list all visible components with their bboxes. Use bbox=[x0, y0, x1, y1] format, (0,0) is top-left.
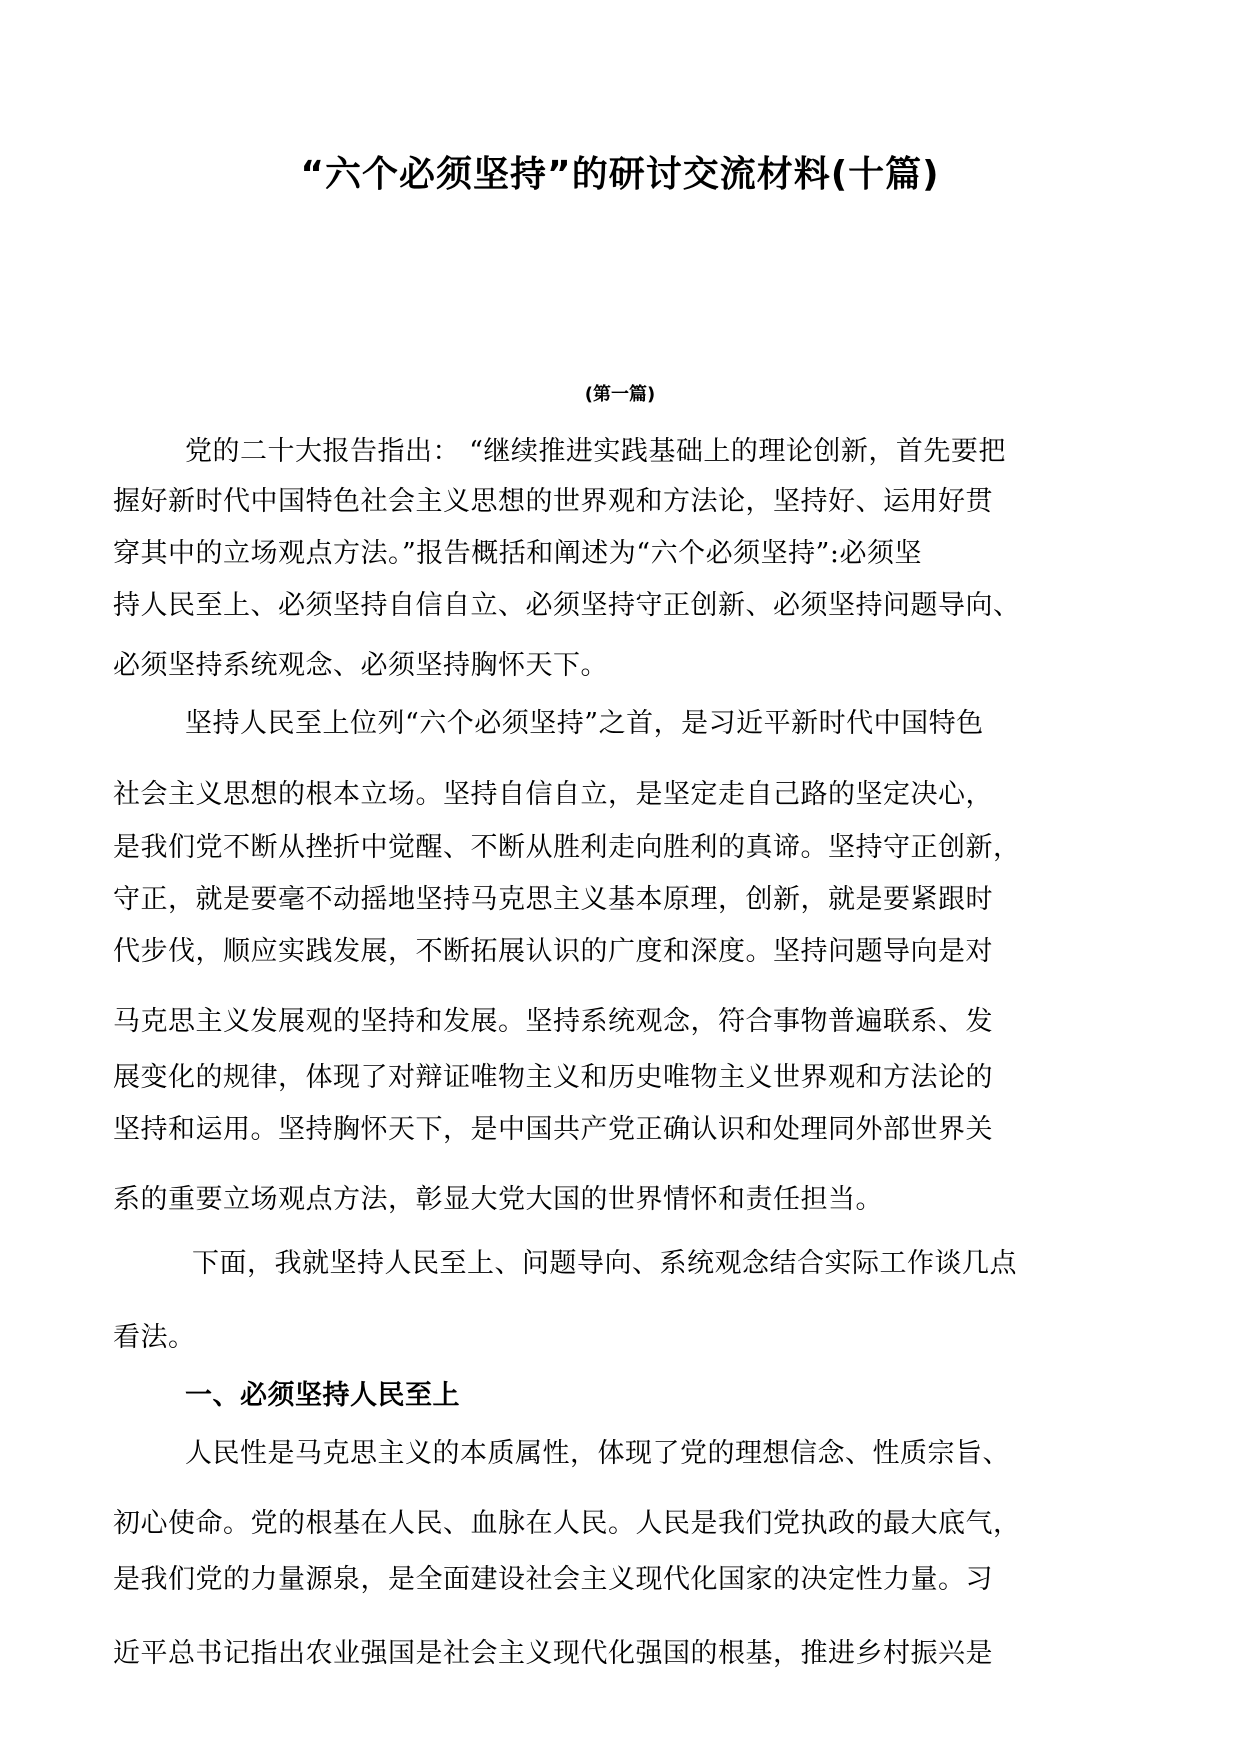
paragraph-line: 代步伐，顺应实践发展，不断拓展认识的广度和深度。坚持问题导向是对 bbox=[113, 936, 993, 967]
paragraph-line: 系的重要立场观点方法，彰显大党大国的世界情怀和责任担当。 bbox=[113, 1184, 883, 1215]
document-title: “六个必须坚持”的研讨交流材料(十篇) bbox=[300, 154, 940, 195]
paragraph-line: 坚持人民至上位列“六个必须坚持”之首，是习近平新时代中国特色 bbox=[185, 708, 984, 739]
paragraph-line: 社会主义思想的根本立场。坚持自信自立，是坚定走自己路的坚定决心， bbox=[113, 779, 993, 810]
paragraph-line: 是我们党的力量源泉，是全面建设社会主义现代化国家的决定性力量。习 bbox=[113, 1564, 993, 1595]
paragraph-line: 马克思主义发展观的坚持和发展。坚持系统观念，符合事物普遍联系、发 bbox=[113, 1006, 993, 1037]
paragraph-line: 展变化的规律，体现了对辩证唯物主义和历史唯物主义世界观和方法论的 bbox=[113, 1062, 993, 1093]
paragraph-line: 党的二十大报告指出： “继续推进实践基础上的理论创新，首先要把 bbox=[185, 436, 1006, 467]
paragraph-line: 是我们党不断从挫折中觉醒、不断从胜利走向胜利的真谛。坚持守正创新， bbox=[113, 832, 1021, 863]
paragraph-line: 近平总书记指出农业强国是社会主义现代化强国的根基，推进乡村振兴是 bbox=[113, 1638, 993, 1669]
paragraph-line: 看法。 bbox=[113, 1322, 196, 1353]
paragraph-line: 必须坚持系统观念、必须坚持胸怀天下。 bbox=[113, 650, 608, 681]
paragraph-line: 初心使命。党的根基在人民、血脉在人民。人民是我们党执政的最大底气， bbox=[113, 1508, 1021, 1539]
section-heading: 一、必须坚持人民至上 bbox=[185, 1380, 460, 1411]
document-subtitle: (第一篇) bbox=[584, 384, 656, 405]
paragraph-line: 握好新时代中国特色社会主义思想的世界观和方法论，坚持好、运用好贯 bbox=[113, 486, 993, 517]
paragraph-line: 坚持和运用。坚持胸怀天下，是中国共产党正确认识和处理同外部世界关 bbox=[113, 1114, 993, 1145]
paragraph-line: 穿其中的立场观点方法。”报告概括和阐述为“六个必须坚持”:必须坚 bbox=[113, 538, 923, 569]
paragraph-line: 人民性是马克思主义的本质属性，体现了党的理想信念、性质宗旨、 bbox=[185, 1438, 1010, 1469]
paragraph-line: 下面，我就坚持人民至上、问题导向、系统观念结合实际工作谈几点 bbox=[192, 1248, 1017, 1279]
paragraph-line: 持人民至上、必须坚持自信自立、必须坚持守正创新、必须坚持问题导向、 bbox=[113, 590, 1021, 621]
paragraph-line: 守正，就是要毫不动摇地坚持马克思主义基本原理，创新，就是要紧跟时 bbox=[113, 884, 993, 915]
